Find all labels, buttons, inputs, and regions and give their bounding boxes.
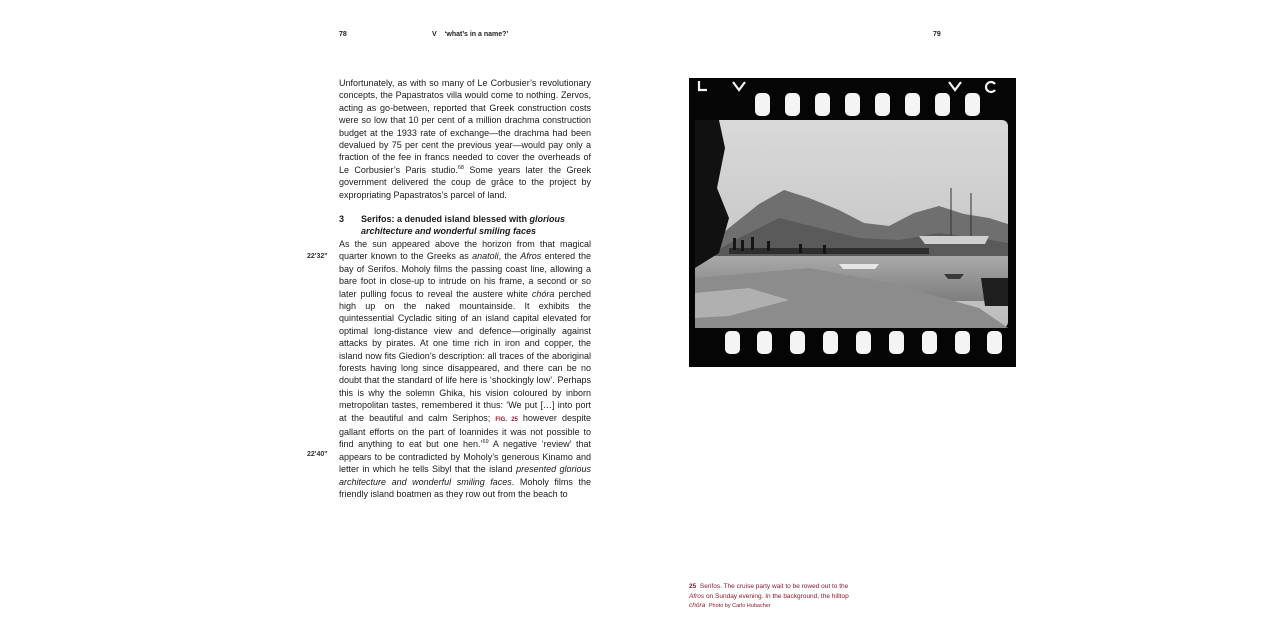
body-text [339,77,591,500]
chapter-number: V [432,31,437,38]
section-title: Serifos: a denuded island blessed with glorious architecture and wonderful smiling faces [361,214,566,237]
page-number-left: 78 [339,31,347,38]
timecode: 22'32" [307,253,328,260]
photo-image [689,78,1016,367]
photo-frame [695,120,1008,328]
section-number: 3 [339,214,345,225]
photo-credit: Photo by Carlo Hubacher [708,603,771,610]
running-header [432,31,508,38]
figure-caption: 25 Serifos. The cruise party wait to be rowed out to the Afros on Sunday evening. In the background, the hilltop chóra Photo by Carlo Hubacher [689,583,849,610]
sprocket-holes-bottom [725,331,1002,354]
page-number-right: 79 [933,31,941,38]
timecode: 22'40" [307,451,328,458]
section-heading [339,213,591,238]
footnote-marker: 68 [457,164,464,171]
caption-number: 25 [689,583,697,590]
footnote-marker: 69 [482,439,489,446]
paragraph: Unfortunately, as with so many of Le Corbusier’s revolutionary concepts, the Papastratos villa would come to nothing. Zervos, acting as go-between, reported that Greek construction costs were so low that 10 per cent of a million drachma construction budget at the 1933 rate of exchange—the drachma had been devalued by 75 per cent the previous year—would pay only a fraction of the fee in francs needed to cover the overheads of Le Corbusier’s Paris studio.$^{68}$ Some years later the Greek government delivered the coup de grâce to the project by expropriating Papastratos’s parcel of land. [339,78,591,200]
paragraph: As the sun appeared above the horizon from that magical quarter known to the Greeks as anatoli, the Afros entered the bay of Serifos. Moholy films the passing coast line, allowing a bare foot in close-up to intrude on his frame, a second or so later pulling focus to reveal the austere white chóra perched high up on the naked mountainside. It exhibits the quintessential Cycladic siting of an island capital elevated for optimal long-distance view and defence—originally against attacks by pirates. At one time rich in iron and copper, the island now fits Giedion’s description: all traces of the aboriginal forests having long since disappeared, and there can be no doubt that the standard of life here is ‘shockingly low’. Perhaps this is why the solemn Ghika, his vision coloured by inborn metropolitan tastes, remembered it thus: ‘We put […] into port at the beautiful and calm Seriphos; FIG. 25 however despite gallant efforts on the part of Ioannides it was not possible to find anything to eat but one hen.’$^{69}$ A negative ‘review’ that appears to be contradicted by Moholy’s generous Kinamo and letter in which he tells Sibyl that the island presented glorious architecture and wonderful smiling faces. Moholy films the friendly island boatmen as they row out from the beach to [339,238,592,499]
chapter-title: ‘what’s in a name?’ [444,31,509,38]
figure-reference[interactable]: FIG. 25 [495,416,518,423]
film-strip-photo [689,78,1016,367]
